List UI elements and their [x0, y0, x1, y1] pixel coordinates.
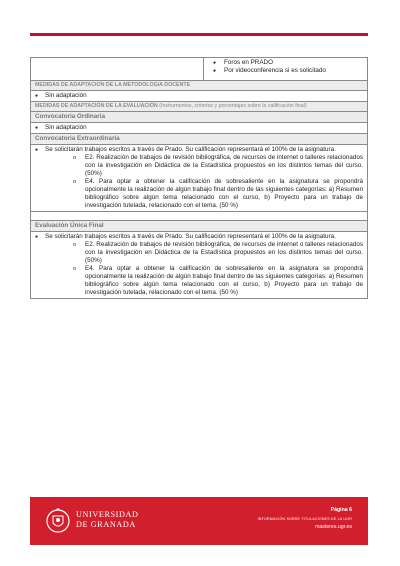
evaluation-heading-main: MEDIDAS DE ADAPTACION DE LA EVALUACIÓN — [35, 103, 158, 109]
methodology-item: ● Sin adaptación — [35, 92, 363, 100]
unica-sub-item: o E2. Realización de trabajos de revisión bibliográfica, de recursos de internet o talleres relacionados con la investigación en Didáctica de la Estadística propuestos en los distintos temas del curso. (50%) — [73, 241, 363, 265]
footer-info: INFORMACIÓN SOBRE TITULACIONES DE LA UGR — [257, 517, 352, 521]
ordinaria-cell — [31, 123, 368, 134]
adaptation-table — [30, 57, 368, 299]
page-number: Página 6 — [330, 507, 352, 513]
footer-site-link[interactable]: masteres.ugr.es — [315, 524, 352, 530]
top-red-line — [30, 33, 368, 36]
university-line2: DE GRANADA — [76, 519, 136, 529]
extraordinaria-sub-item: o E2. Realización de trabajos de revisión bibliográfica, de recursos de internet o talleres relacionados con la investigación en Didáctica de la Estadística propuestos en los distintos temas del curso. (50%) — [73, 154, 363, 178]
university-line1: UNIVERSIDAD — [76, 510, 139, 519]
unica-sub-item: o E4. Para optar a obtener la calificación de sobresaliente en la asignatura se propondrá opcionalmente la realización de algún trabajo final dentro de las siguientes categorías: a) Resumen bibliográfico sobre algún tema relacionado con el curso, b) Proyecto para un trabajo de investigación tutelada, relacionado con el tema. (50 %) — [73, 265, 363, 297]
extraordinaria-cell — [31, 145, 368, 212]
extraordinaria-main: ● Se solicitarán trabajos escritos a través de Prado. Su calificación representará el 100% de la asignatura. o E2. Realización de trabajos de revisión bibliográfica, de recursos de internet o talleres relacionados con la investigación en Didáctica de la Estadística propuestos en los distintos temas del curso. (50%) o E4. Para optar a obtener la calificación de sobresaliente en la asignatura se propondrá opcionalmente la realización de algún trabajo final dentro de las siguientes categorías: a) Resumen bibliográfico sobre algún tema relacionado con el curso, b) Proyecto para un trabajo de investigación tutelada, relacionado con el tema. (50 %) — [35, 146, 363, 210]
footer-banner — [30, 497, 368, 545]
methodology-heading: MEDIDAS DE ADAPTACION DE LA METODOLOGIA DOCENTE — [31, 81, 368, 91]
unica-main: ● Se solicitarán trabajos escritos a través de Prado. Su calificación representará el 100% de la asignatura. o E2. Realización de trabajos de revisión bibliográfica, de recursos de internet o talleres relacionados con la investigación en Didáctica de la Estadística propuestos en los distintos temas del curso. (50%) o E4. Para optar a obtener la calificación de sobresaliente en la asignatura se propondrá opcionalmente la realización de algún trabajo final dentro de las siguientes categorías: a) Resumen bibliográfico sobre algún tema relacionado con el curso, b) Proyecto para un trabajo de investigación tutelada, relacionado con el tema. (50 %) — [35, 233, 363, 297]
ugr-seal-icon — [46, 507, 70, 535]
methodology-cell — [31, 91, 368, 102]
university-name — [76, 510, 139, 529]
extraordinaria-title: Convocatoria Extraordinaria — [31, 134, 368, 145]
contact-item: ● Por videoconferencia si es solicitado — [208, 67, 363, 75]
ordinaria-title: Convocatoria Ordinaria — [31, 112, 368, 123]
contact-row — [31, 58, 368, 81]
contact-item: ● Foros en PRADO — [208, 59, 363, 67]
contact-forms-cell — [204, 58, 368, 81]
unica-title: Evaluación Única Final — [31, 221, 368, 232]
unica-cell — [31, 232, 368, 299]
empty-cell — [31, 58, 204, 81]
extraordinaria-sub-item: o E4. Para optar a obtener la calificación de sobresaliente en la asignatura se propondrá opcionalmente la realización de algún trabajo final dentro de las siguientes categorías: a) Resumen bibliográfico sobre algún tema relacionado con el curso, b) Proyecto para un trabajo de investigación tutelada, relacionado con el tema. (50 %) — [73, 178, 363, 210]
evaluation-heading — [31, 102, 368, 112]
evaluation-heading-note: (Instrumentos, criterios y porcentajes sobre la calificación final) — [159, 103, 307, 109]
ordinaria-item: ● Sin adaptación — [35, 124, 363, 132]
